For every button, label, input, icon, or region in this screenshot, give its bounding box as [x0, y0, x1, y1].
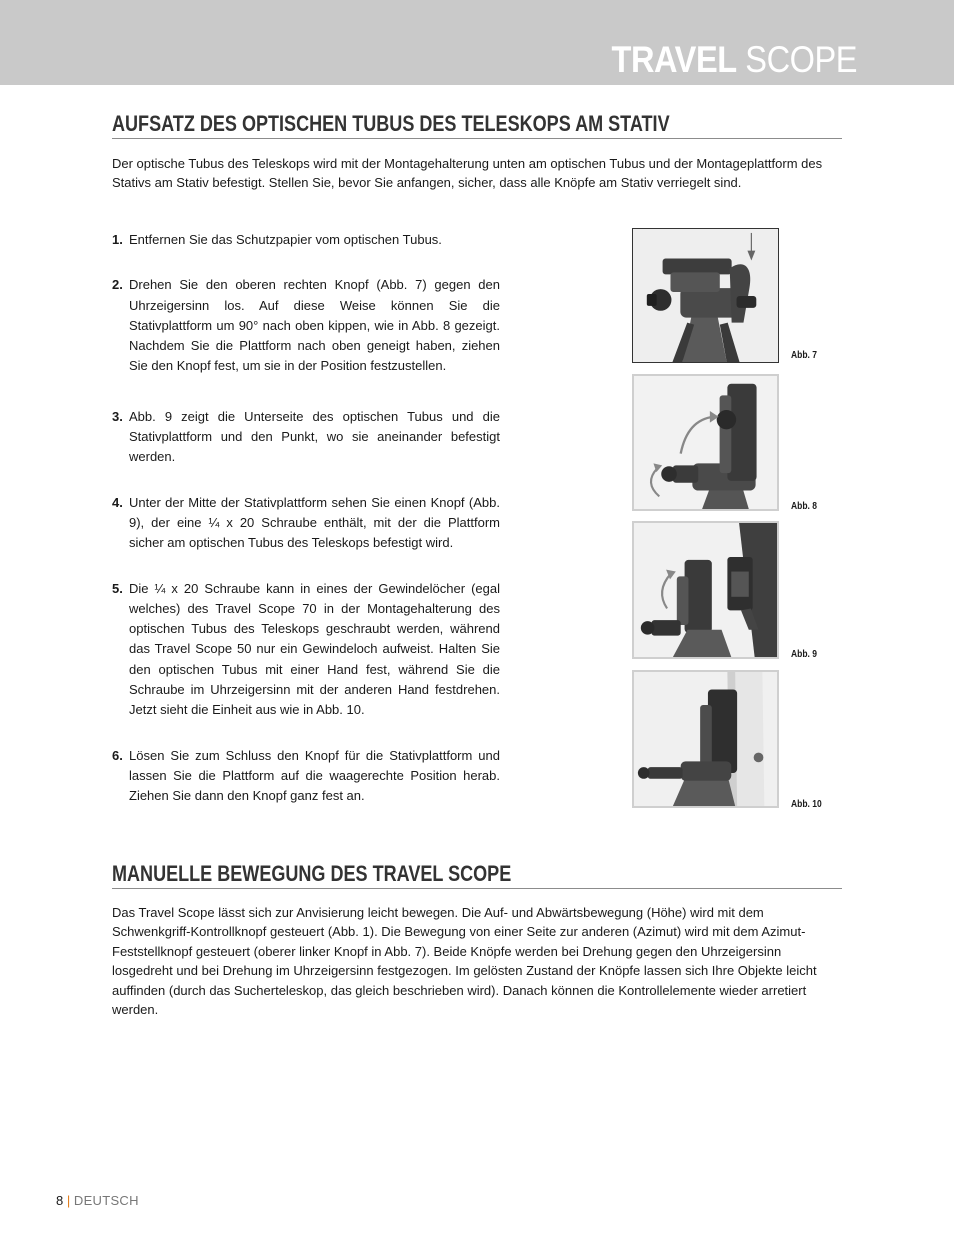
- step-text: Entfernen Sie das Schutzpapier vom optischen Tubus.: [129, 232, 442, 247]
- step-number: 1.: [112, 232, 123, 247]
- tube-underside-illustration: [634, 523, 777, 657]
- step-number: 3.: [112, 408, 123, 424]
- step-text: Die ¼ x 20 Schraube kann in eines der Gewindelöcher (egal welches) des Travel Scope 70 in der Montagehalterung des optischen Tubus des Teleskops geschraubt werden, während das Travel Scope 50 nur ein Gewindeloch aufweist. Halten Sie den optischen Tubus mit einer Hand fest, während Sie die Schraube im Uhrzeigersinn mit der anderen Hand festdrehen. Jetzt sieht die Einheit aus wie in Abb. 10.: [129, 580, 500, 718]
- step-text: Unter der Mitte der Stativplattform sehen Sie einen Knopf (Abb. 9), der eine ¼ x 20 Schraube enthält, mit der die Plattform sicher am optischen Tubus des Teleskops befestigt wird.: [129, 494, 500, 551]
- step-number: 5.: [112, 580, 123, 596]
- page-number: 8: [56, 1193, 64, 1208]
- figure-8-caption: Abb. 8: [791, 501, 817, 512]
- step-item: [112, 746, 500, 807]
- steps-list: [112, 230, 500, 807]
- step-item: [112, 230, 500, 250]
- step-number: 6.: [112, 747, 123, 763]
- manual-movement-paragraph: Das Travel Scope lässt sich zur Anvisierung leicht bewegen. Die Auf- und Abwärtsbewegung (Höhe) wird mit dem Schwenkgriff-Kontrollknopf gesteuert (Abb. 1). Die Bewegung von einer Seite zur anderen (Azimut) wird mit dem Azimut-Feststellknopf gesteuert (oberer linker Knopf in Abb. 7). Beide Knöpfe werden bei Drehung gegen den Uhrzeigersinn losgedreht und bei Drehung im Uhrzeigersinn festgezogen. Im gelösten Zustand der Knöpfe lassen sich Ihre Objekte leicht auffinden (durch das Sucherteleskop, das gleich beschrieben wird). Danach können die Kontrollelemente wieder arretiert werden.: [112, 905, 817, 1018]
- figure-10-image: [632, 670, 779, 808]
- figure-9-caption: Abb. 9: [791, 649, 817, 660]
- intro-paragraph: Der optische Tubus des Teleskops wird mit der Montagehalterung unten am optischen Tubus und der Montageplattform des Stativs am Stativ befestigt. Stellen Sie, bevor Sie anfangen, sicher, dass alle Knöpfe am Stativ verriegelt sind.: [112, 156, 823, 191]
- section-heading-manual-movement: MANUELLE BEWEGUNG DES TRAVEL SCOPE: [112, 861, 842, 889]
- footer-separator: |: [66, 1193, 71, 1208]
- footer-language: DEUTSCH: [73, 1193, 139, 1208]
- step-number: 2.: [112, 277, 123, 293]
- assembled-unit-illustration: [634, 672, 777, 806]
- brand-bold: TRAVEL: [611, 39, 737, 80]
- brand-light: SCOPE: [745, 39, 857, 80]
- step-item: [112, 407, 500, 468]
- figure-9-image: [632, 521, 779, 659]
- figure-10-caption: Abb. 10: [791, 799, 822, 810]
- step-text: Abb. 9 zeigt die Unterseite des optischen Tubus und die Stativplattform und den Punkt, wo sie aneinander befestigt werden.: [129, 408, 500, 465]
- section-heading-attach: AUFSATZ DES OPTISCHEN TUBUS DES TELESKOPS AM STATIV: [112, 111, 842, 139]
- figure-7-image: [632, 228, 779, 363]
- page-footer: [56, 1193, 139, 1208]
- tripod-head-illustration: [633, 229, 778, 362]
- tilted-platform-illustration: [634, 376, 777, 509]
- figure-8-image: [632, 374, 779, 511]
- brand-logo: [611, 40, 857, 80]
- step-item: [112, 493, 500, 554]
- figure-7-caption: Abb. 7: [791, 350, 817, 361]
- step-text: Drehen Sie den oberen rechten Knopf (Abb. 7) gegen den Uhrzeigersinn los. Auf diese Weise können Sie die Stativplattform um 90° nach oben kippen, wie in Abb. 8 gezeigt. Nachdem Sie die Plattform nach oben geneigt haben, ziehen Sie den Knopf fest, um sie in der Position festzustellen.: [129, 277, 500, 374]
- step-item: [112, 275, 500, 376]
- step-number: 4.: [112, 494, 123, 510]
- step-text: Lösen Sie zum Schluss den Knopf für die Stativplattform und lassen Sie die Plattform auf die waagerechte Position herab. Ziehen Sie dann den Knopf ganz fest an.: [129, 747, 500, 804]
- step-item: [112, 579, 500, 721]
